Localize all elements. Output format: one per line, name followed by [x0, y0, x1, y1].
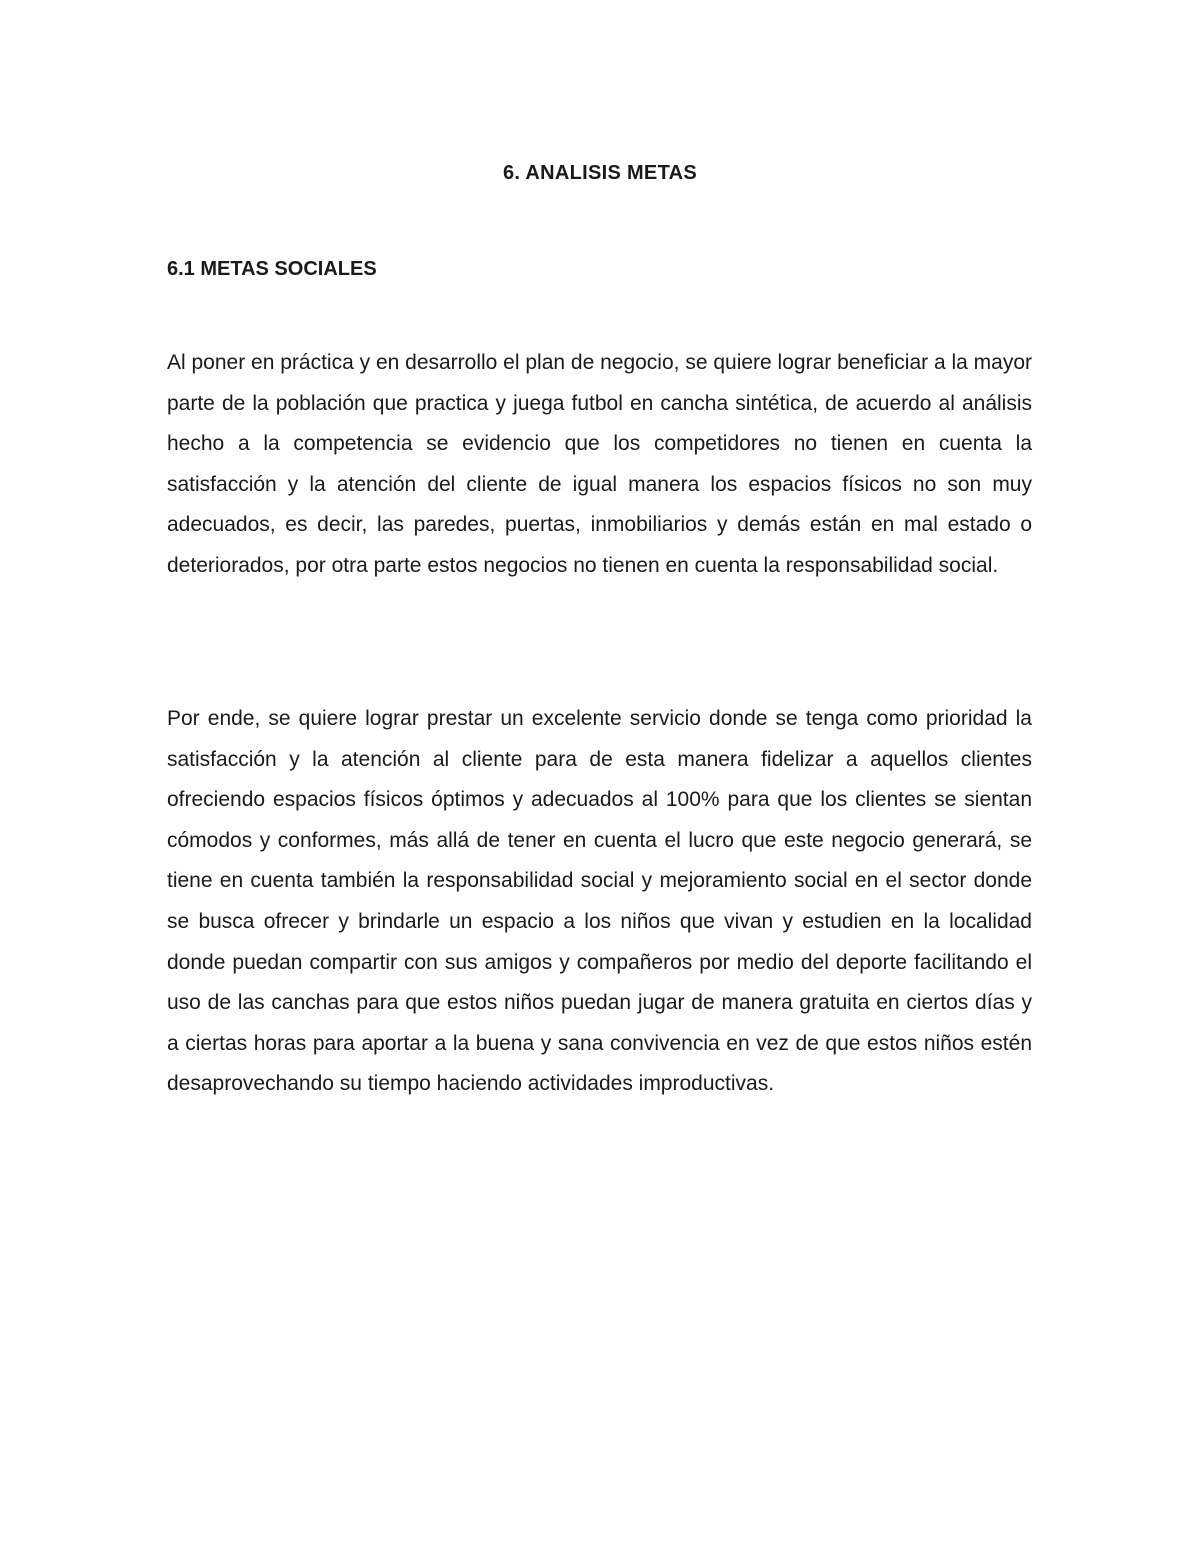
chapter-title: 6. ANALISIS METAS — [502, 162, 697, 184]
section-title: 6.1 METAS SOCIALES — [167, 258, 377, 280]
paragraph-1: Al poner en práctica y en desarrollo el plan de negocio, se quiere lograr beneficiar a la mayor parte de la población que practica y juega futbol en cancha sintética, de acuerdo al análisis hecho a la competencia se evidencio que los competidores no tienen en cuenta la satisfacción y la atención del cliente de igual manera los espacios físicos no son muy adecuados, es decir, las paredes, puertas, inmobiliarios y demás están en mal estado o deteriorados, por otra parte estos negocios no tienen en cuenta la responsabilidad social. — [167, 351, 1032, 577]
paragraph-2: Por ende, se quiere lograr prestar un excelente servicio donde se tenga como prioridad la satisfacción y la atención al cliente para de esta manera fidelizar a aquellos clientes ofreciendo espacios físicos óptimos y adecuados al 100% para que los clientes se sientan cómodos y conformes, más allá de tener en cuenta el lucro que este negocio generará, se tiene en cuenta también la responsabilidad social y mejoramiento social en el sector donde se busca ofrecer y brindarle un espacio a los niños que vivan y estudien en la localidad donde puedan compartir con sus amigos y compañeros por medio del deporte facilitando el uso de las canchas para que estos niños puedan jugar de manera gratuita en ciertos días y a ciertas horas para aportar a la buena y sana convivencia en vez de que estos niños estén desaprovechando su tiempo haciendo actividades improductivas. — [167, 707, 1032, 1096]
